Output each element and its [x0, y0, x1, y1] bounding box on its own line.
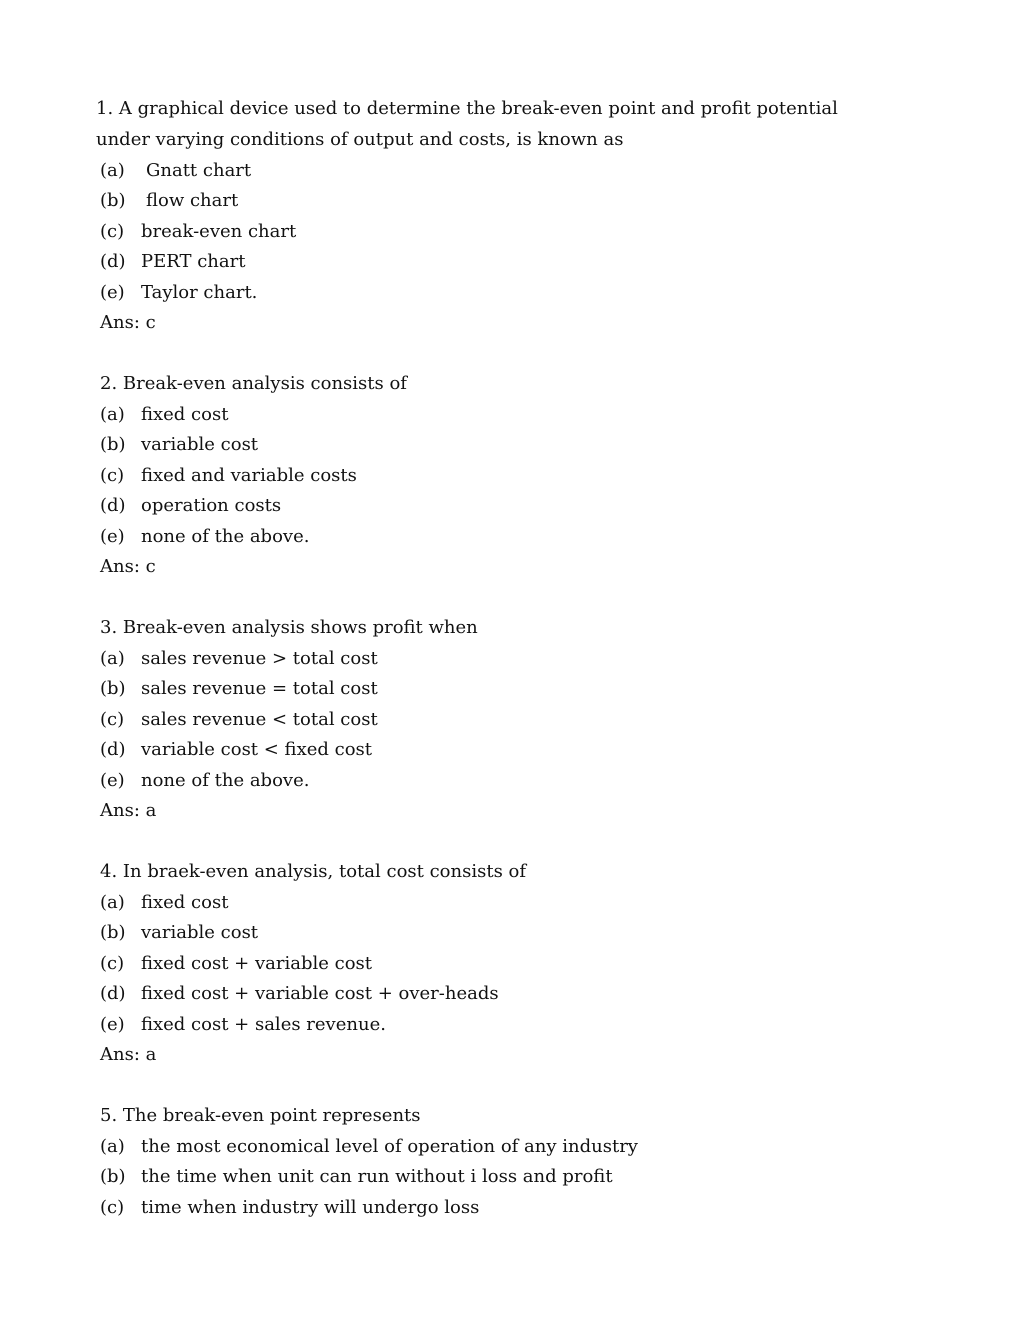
option-letter: (c): [100, 221, 125, 242]
question-body: Break-even analysis consists of: [122, 373, 407, 394]
option-text: sales revenue > total cost: [141, 648, 378, 669]
option-letter: (b): [100, 434, 126, 455]
option-text: fixed cost: [141, 892, 229, 913]
option-letter: (c): [100, 709, 125, 730]
option-c: [100, 705, 378, 735]
question-5-text: [100, 1101, 421, 1131]
option-d: [100, 735, 372, 765]
option-text: none of the above.: [141, 770, 310, 791]
option-text: variable cost: [141, 922, 259, 943]
answer-line: Ans: a: [100, 800, 157, 821]
answer-line: Ans: c: [100, 556, 156, 577]
option-b: [100, 430, 258, 460]
option-text: fixed and variable costs: [141, 465, 357, 486]
option-c: [100, 217, 296, 247]
option-letter: (b): [100, 190, 126, 211]
question-3-text: [100, 613, 478, 643]
question-number: 2.: [100, 373, 118, 394]
option-text: PERT chart: [141, 251, 246, 272]
option-letter: (e): [100, 526, 125, 547]
question-number: 5.: [100, 1105, 118, 1126]
option-b: [100, 186, 238, 216]
option-letter: (b): [100, 678, 126, 699]
option-text: variable cost: [141, 434, 259, 455]
option-d: [100, 247, 245, 277]
answer-line: Ans: c: [100, 312, 156, 333]
question-body: Break-even analysis shows profit when: [122, 617, 478, 638]
option-a: [100, 400, 228, 430]
option-letter: (d): [100, 983, 126, 1004]
option-c: [100, 461, 357, 491]
option-text: sales revenue < total cost: [141, 709, 378, 730]
option-letter: (e): [100, 1014, 125, 1035]
option-letter: (e): [100, 282, 125, 303]
question-number: 4.: [100, 861, 118, 882]
option-a: [100, 156, 251, 186]
option-text: Taylor chart.: [141, 282, 258, 303]
option-text: sales revenue = total cost: [141, 678, 378, 699]
option-text: the most economical level of operation of any industry: [141, 1136, 638, 1157]
option-text: fixed cost: [141, 404, 229, 425]
option-text: fixed cost + variable cost + over-heads: [141, 983, 499, 1004]
option-letter: (c): [100, 953, 125, 974]
option-text: fixed cost + variable cost: [141, 953, 373, 974]
question-body: The break-even point represents: [122, 1105, 421, 1126]
option-letter: (d): [100, 251, 126, 272]
question-2-text: [100, 369, 407, 399]
option-c: [100, 949, 372, 979]
option-text: fixed cost + sales revenue.: [141, 1014, 386, 1035]
option-letter: (b): [100, 922, 126, 943]
option-b: [100, 918, 258, 948]
option-e: [100, 1010, 386, 1040]
option-text: time when industry will undergo loss: [141, 1197, 480, 1218]
option-letter: (c): [100, 465, 125, 486]
option-a: [100, 644, 378, 674]
question-number: 3.: [100, 617, 118, 638]
option-letter: (a): [100, 892, 125, 913]
option-b: [100, 1162, 613, 1192]
option-letter: (e): [100, 770, 125, 791]
option-text: operation costs: [141, 495, 282, 516]
option-letter: (c): [100, 1197, 125, 1218]
option-letter: (d): [100, 495, 126, 516]
answer-line: Ans: a: [100, 1044, 157, 1065]
option-c: [100, 1193, 479, 1223]
option-text: flow chart: [146, 190, 239, 211]
question-4-text: [100, 857, 526, 887]
option-letter: (a): [100, 404, 125, 425]
option-text: variable cost < fixed cost: [141, 739, 373, 760]
option-text: Gnatt chart: [146, 160, 252, 181]
option-b: [100, 674, 378, 704]
option-e: [100, 278, 257, 308]
option-e: [100, 766, 309, 796]
option-d: [100, 491, 281, 521]
option-letter: (b): [100, 1166, 126, 1187]
option-letter: (a): [100, 648, 125, 669]
option-text: break-even chart: [141, 221, 297, 242]
option-text: the time when unit can run without i loss and profit: [141, 1166, 613, 1187]
question-body: In braek-even analysis, total cost consists of: [122, 861, 527, 882]
option-letter: (a): [100, 1136, 125, 1157]
option-a: [100, 1132, 638, 1162]
question-body: A graphical device used to determine the break-even point and profit potential under varying conditions of output and costs, is known as: [96, 98, 838, 150]
option-e: [100, 522, 309, 552]
question-number: 1.: [96, 98, 114, 119]
option-letter: (a): [100, 160, 125, 181]
option-a: [100, 888, 228, 918]
option-text: none of the above.: [141, 526, 310, 547]
option-letter: (d): [100, 739, 126, 760]
option-d: [100, 979, 499, 1009]
question-1-text: [96, 94, 896, 155]
